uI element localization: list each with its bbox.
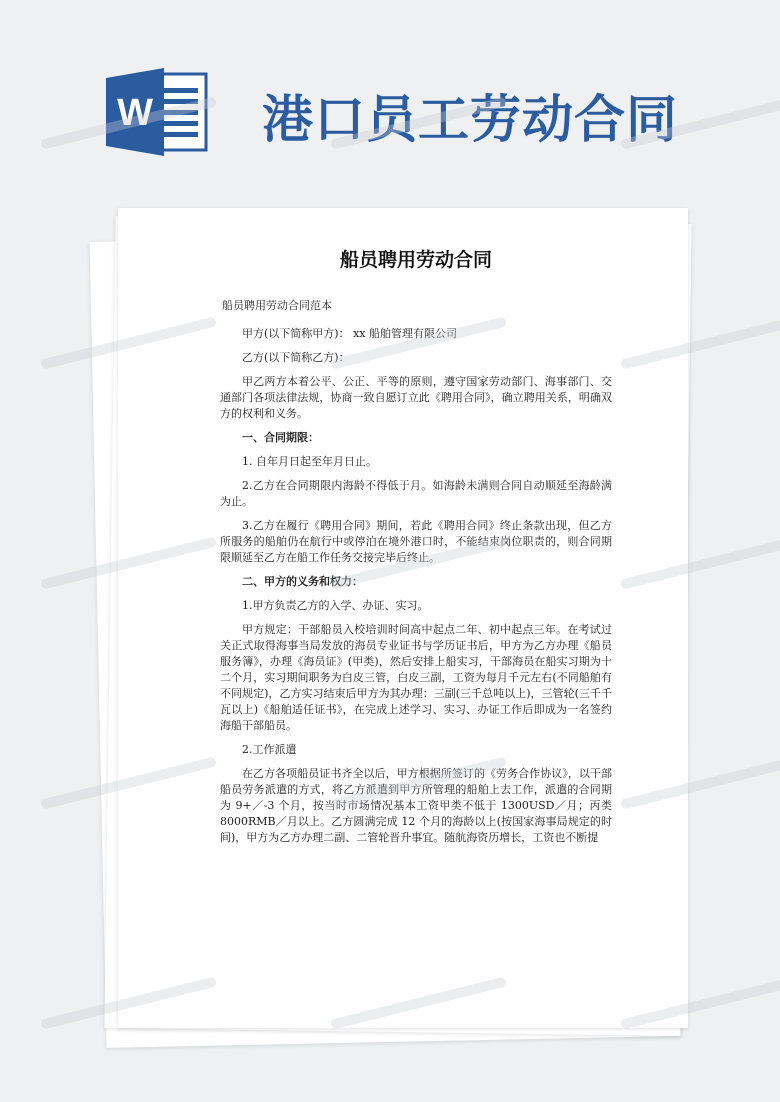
paragraph: 3.乙方在履行《聘用合同》期间，若此《聘用合同》终止条款出现，但乙方所服务的船舶仍在航行中或停泊在境外港口时，不能结束岗位职责的，则合同期限顺延至乙方在船工作任务交接完毕后终止。 [220,519,612,564]
paragraph: 甲乙两方本着公平、公正、平等的原则，遵守国家劳动部门、海事部门、交通部门各项法律法规，协商一致自愿订立此《聘用合同》，确立聘用关系，明确双方的权利和义务。 [220,375,612,420]
section-heading: 一、合同期限： [242,431,319,444]
paragraph: 在乙方各项船员证书齐全以后，甲方根据所签订的《劳务合作协议》，以干部船员劳务派遣的方式，将乙方派遣到甲方所管理的船舶上去工作，派遣的合同期为 9+／-3 个月，按当时市场情况基本工资甲类不低于 1300USD／月；丙类8000RMB／月以上。乙方圆满完成 12 个月的海龄以上(按国家海事局规定的时间)，甲方为乙方办理二副、二管轮晋升事宜。随航海资历增长，工资也不断提 [220,767,612,844]
paragraph: 乙方(以下简称乙方)： [242,351,350,364]
paragraph: 1. 自年月日起至年月日止。 [242,455,377,468]
section-heading: 二、甲方的义务和权力： [242,575,363,588]
paragraph: 甲方规定：干部船员入校培训时间高中起点二年、初中起点三年。在考试过关正式取得海事当局发放的海员专业证书与学历证书后，甲方为乙方办理《船员服务簿》，办理《海员证》(甲类)，然后安排上船实习，干部海员在船实习期为十二个月，实习期间职务为白皮三管，白皮三副，工资为每月千元左右(不同船舶有不同规定)，乙方实习结束后甲方为其办理：三副(三千总吨以上)，三管轮(三千千瓦以上)《船舶适任证书》，在完成上述学习、实习、办证工作后即成为一名签约海船干部船员。 [220,623,612,732]
document-subtitle: 船员聘用劳动合同范本 [222,299,332,312]
word-logo-icon [106,68,210,156]
document-title: 船员聘用劳动合同 [339,249,492,271]
paragraph: 甲方(以下简称甲方)： xx 船舶管理有限公司 [242,327,457,340]
banner-title: 港口员工劳动合同 [262,91,679,150]
word-logo-letter: W [117,92,153,134]
document-body [220,249,612,854]
paragraph: 2.工作派遣 [242,743,297,756]
header-banner [0,0,780,190]
paragraph-list [220,326,612,846]
document-page [118,208,688,1028]
paragraph: 1.甲方负责乙方的入学、办证、实习。 [242,599,429,612]
paragraph: 2.乙方在合同期限内海龄不得低于月。如海龄未满则合同自动顺延至海龄满为止。 [220,479,612,508]
